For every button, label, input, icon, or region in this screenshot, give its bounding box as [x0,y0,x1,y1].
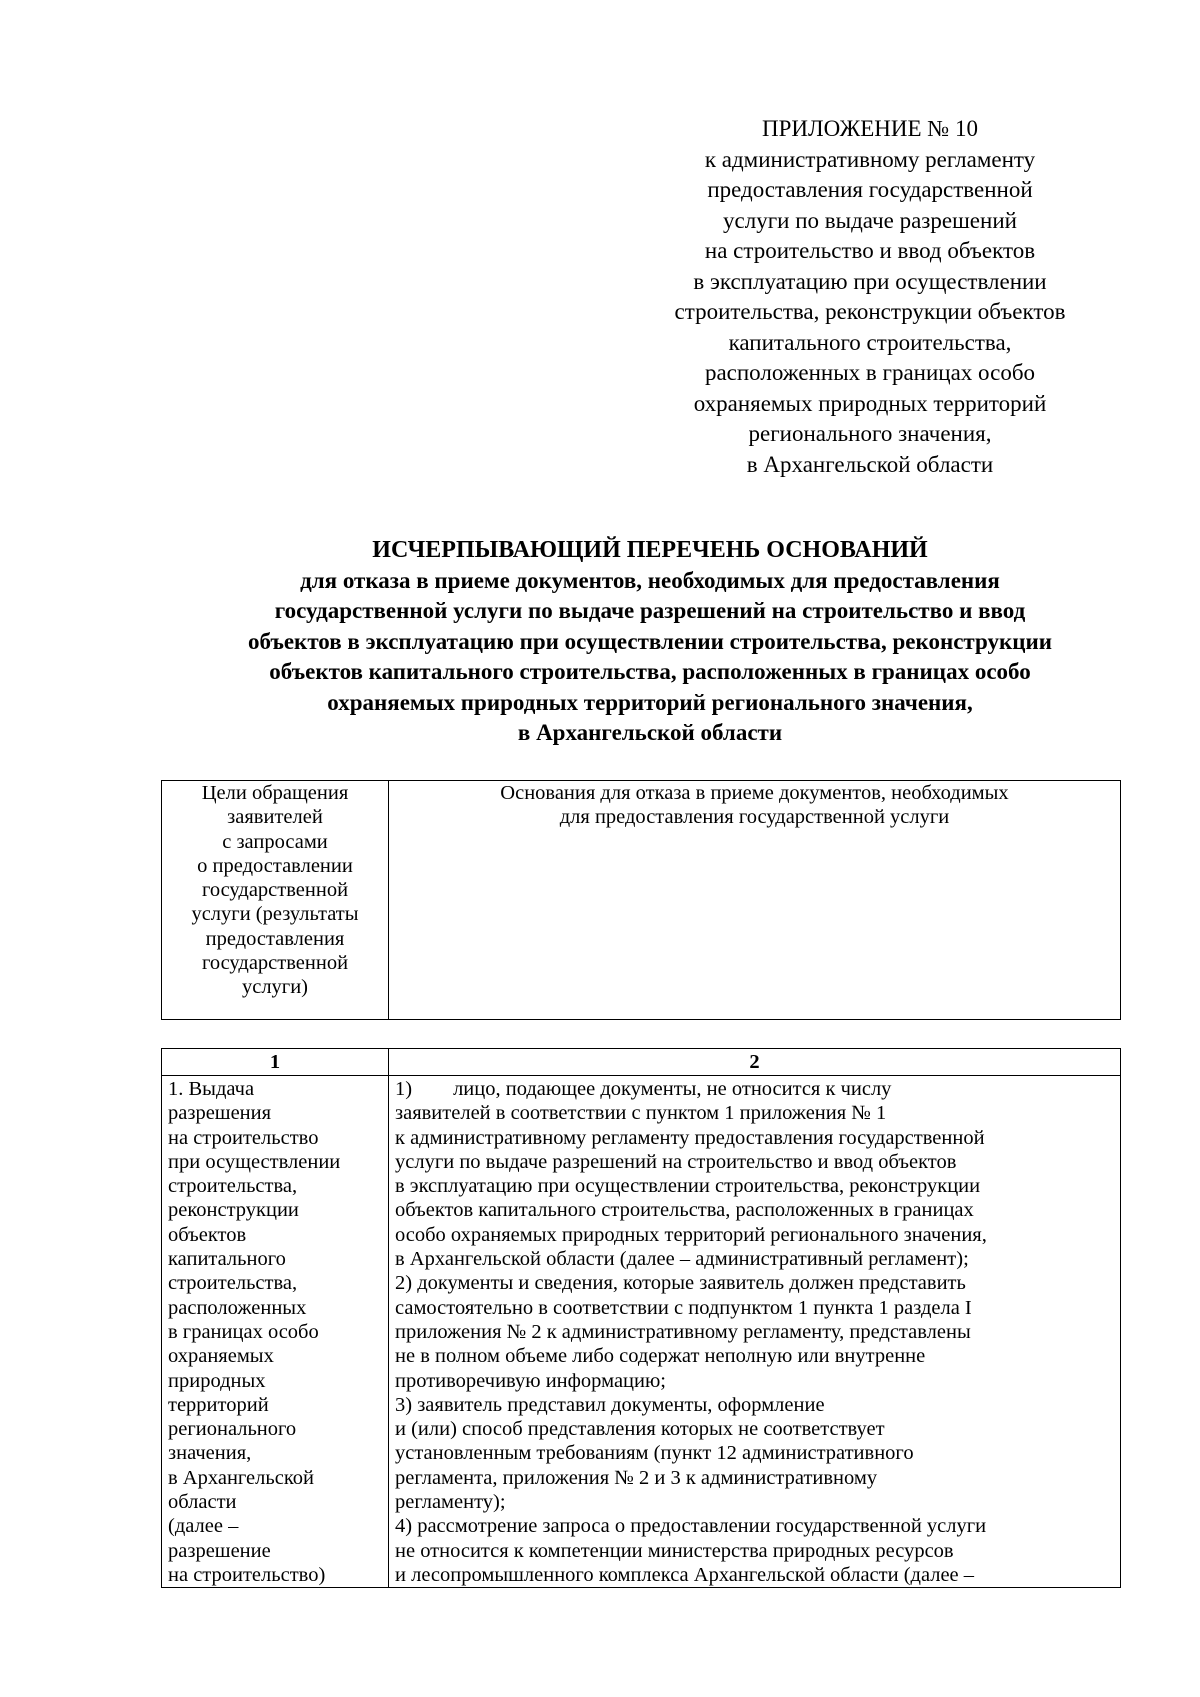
subtitle-line: государственной услуги по выдаче разрешений на строительство и ввод [274,598,1026,623]
reason-line: особо охраняемых природных территорий регионального значения, [395,1223,987,1246]
header-row [162,781,1121,1020]
reason-line: не в полном объеме либо содержат неполную или внутренне [395,1345,926,1368]
goal-cell [162,1076,389,1588]
goal-line: природных [168,1369,266,1392]
header-cell-reasons [389,781,1121,1020]
reason-line: в Архангельской области (далее – административный регламент); [395,1248,969,1271]
header-goals-line: государственной [201,879,349,902]
goal-line: строительства, [168,1272,298,1295]
appendix-header [640,114,1100,480]
appendix-line: расположенных в границах особо [704,360,1036,385]
reason-line: установленным требованиям (пункт 12 административного [395,1442,914,1465]
reason-line: к административному регламенту предоставления государственной [395,1126,985,1149]
reason-line: приложения № 2 к административному регламенту, представлены [395,1320,971,1343]
appendix-line: предоставления государственной [707,177,1033,202]
appendix-line: охраняемых природных территорий [693,390,1047,416]
appendix-line: услуги по выдаче разрешений [723,207,1017,233]
goal-line: (далее – [168,1515,239,1538]
goal-line: 1. Выдача [168,1078,255,1100]
goal-line: строительства, [168,1175,298,1198]
goal-line: разрешения [168,1102,272,1125]
header-cell-goals [162,781,389,1020]
appendix-line: к административному регламенту [704,146,1036,172]
appendix-line: ПРИЛОЖЕНИЕ № 10 [761,116,979,141]
reason-line: не относится к компетенции министерства природных ресурсов [395,1539,954,1562]
reason-line: услуги по выдаче разрешений на строительство и ввод объектов [395,1150,957,1173]
goal-line: капитального [168,1248,286,1271]
subtitle-line: в Архангельской области [517,720,783,745]
header-goals-line: государственной [201,952,349,975]
subtitle-line: объектов в эксплуатацию при осуществлении строительства, реконструкции [248,628,1052,654]
subtitle-line: для отказа в приеме документов, необходимых для предоставления [300,567,1000,593]
goal-line: в границах особо [168,1320,319,1343]
main-table [161,1048,1121,1588]
appendix-line: капитального строительства, [728,329,1012,355]
goal-line: в Архангельской [168,1466,314,1489]
goal-line: при осуществлении [168,1150,341,1173]
reason-line: и лесопромышленного комплекса Архангельской области (далее – [395,1563,975,1586]
goal-line: территорий [168,1393,269,1416]
main-title: ИСЧЕРПЫВАЮЩИЙ ПЕРЕЧЕНЬ ОСНОВАНИЙ [372,537,928,563]
reason-line: 3) заявитель представил документы, оформление [395,1393,825,1416]
reason-line: регламента, приложения № 2 и 3 к административному [395,1466,878,1489]
header-reasons-line: Основания для отказа в приеме документов, необходимых [500,782,1009,804]
goal-line: реконструкции [168,1199,299,1222]
reason-line: в эксплуатацию при осуществлении строительства, реконструкции [395,1175,981,1198]
goal-line: разрешение [168,1539,271,1562]
reason-line: 1) лицо, подающее документы, не относится к числу [395,1078,892,1100]
header-goals-line: услуги) [241,976,309,999]
goal-line: на строительство [168,1126,319,1149]
header-goals-line: заявителей [227,806,323,829]
goal-line: охраняемых [168,1345,274,1368]
goal-line: на строительство) [168,1563,326,1586]
column-number-1: 1 [162,1049,389,1076]
reason-line: 2) документы и сведения, которые заявитель должен представить [395,1272,966,1295]
goal-line: значения, [168,1442,252,1465]
goal-line: регионального [168,1418,297,1441]
header-goals-line: Цели обращения [201,782,349,804]
reason-line: противоречивую информацию; [395,1369,667,1392]
header-table [161,780,1121,1020]
goal-line: расположенных [168,1296,307,1319]
reasons-cell [389,1076,1121,1588]
appendix-line: в Архангельской области [746,451,994,477]
reason-line: заявителей в соответствии с пунктом 1 приложения № 1 [395,1102,887,1125]
column-number-2: 2 [389,1049,1121,1076]
column-number-row [162,1049,1121,1076]
reason-line: объектов капитального строительства, расположенных в границах [395,1199,974,1222]
table-row [162,1076,1121,1588]
reason-line: 4) рассмотрение запроса о предоставлении государственной услуги [395,1515,987,1538]
subtitle-line: охраняемых природных территорий регионального значения, [327,689,973,715]
reason-line: и (или) способ представления которых не соответствует [395,1418,885,1441]
header-goals-line: предоставления [205,927,345,950]
document-title [120,535,1180,749]
header-reasons-line: для предоставления государственной услуги [559,806,950,829]
header-goals-line: услуги (результаты [191,903,359,926]
appendix-line: в эксплуатацию при осуществлении [693,268,1047,294]
appendix-line: на строительство и ввод объектов [704,238,1036,263]
appendix-line: регионального значения, [748,421,992,446]
goal-line: объектов [168,1223,247,1246]
reason-line: регламенту); [395,1491,506,1514]
header-goals-line: с запросами [222,830,328,853]
header-goals-line: о предоставлении [197,854,353,877]
subtitle-line: объектов капитального строительства, расположенных в границах особо [269,659,1031,684]
goal-line: области [168,1491,237,1514]
appendix-line: строительства, реконструкции объектов [674,299,1066,324]
reason-line: самостоятельно в соответствии с подпунктом 1 пункта 1 раздела I [395,1296,972,1319]
